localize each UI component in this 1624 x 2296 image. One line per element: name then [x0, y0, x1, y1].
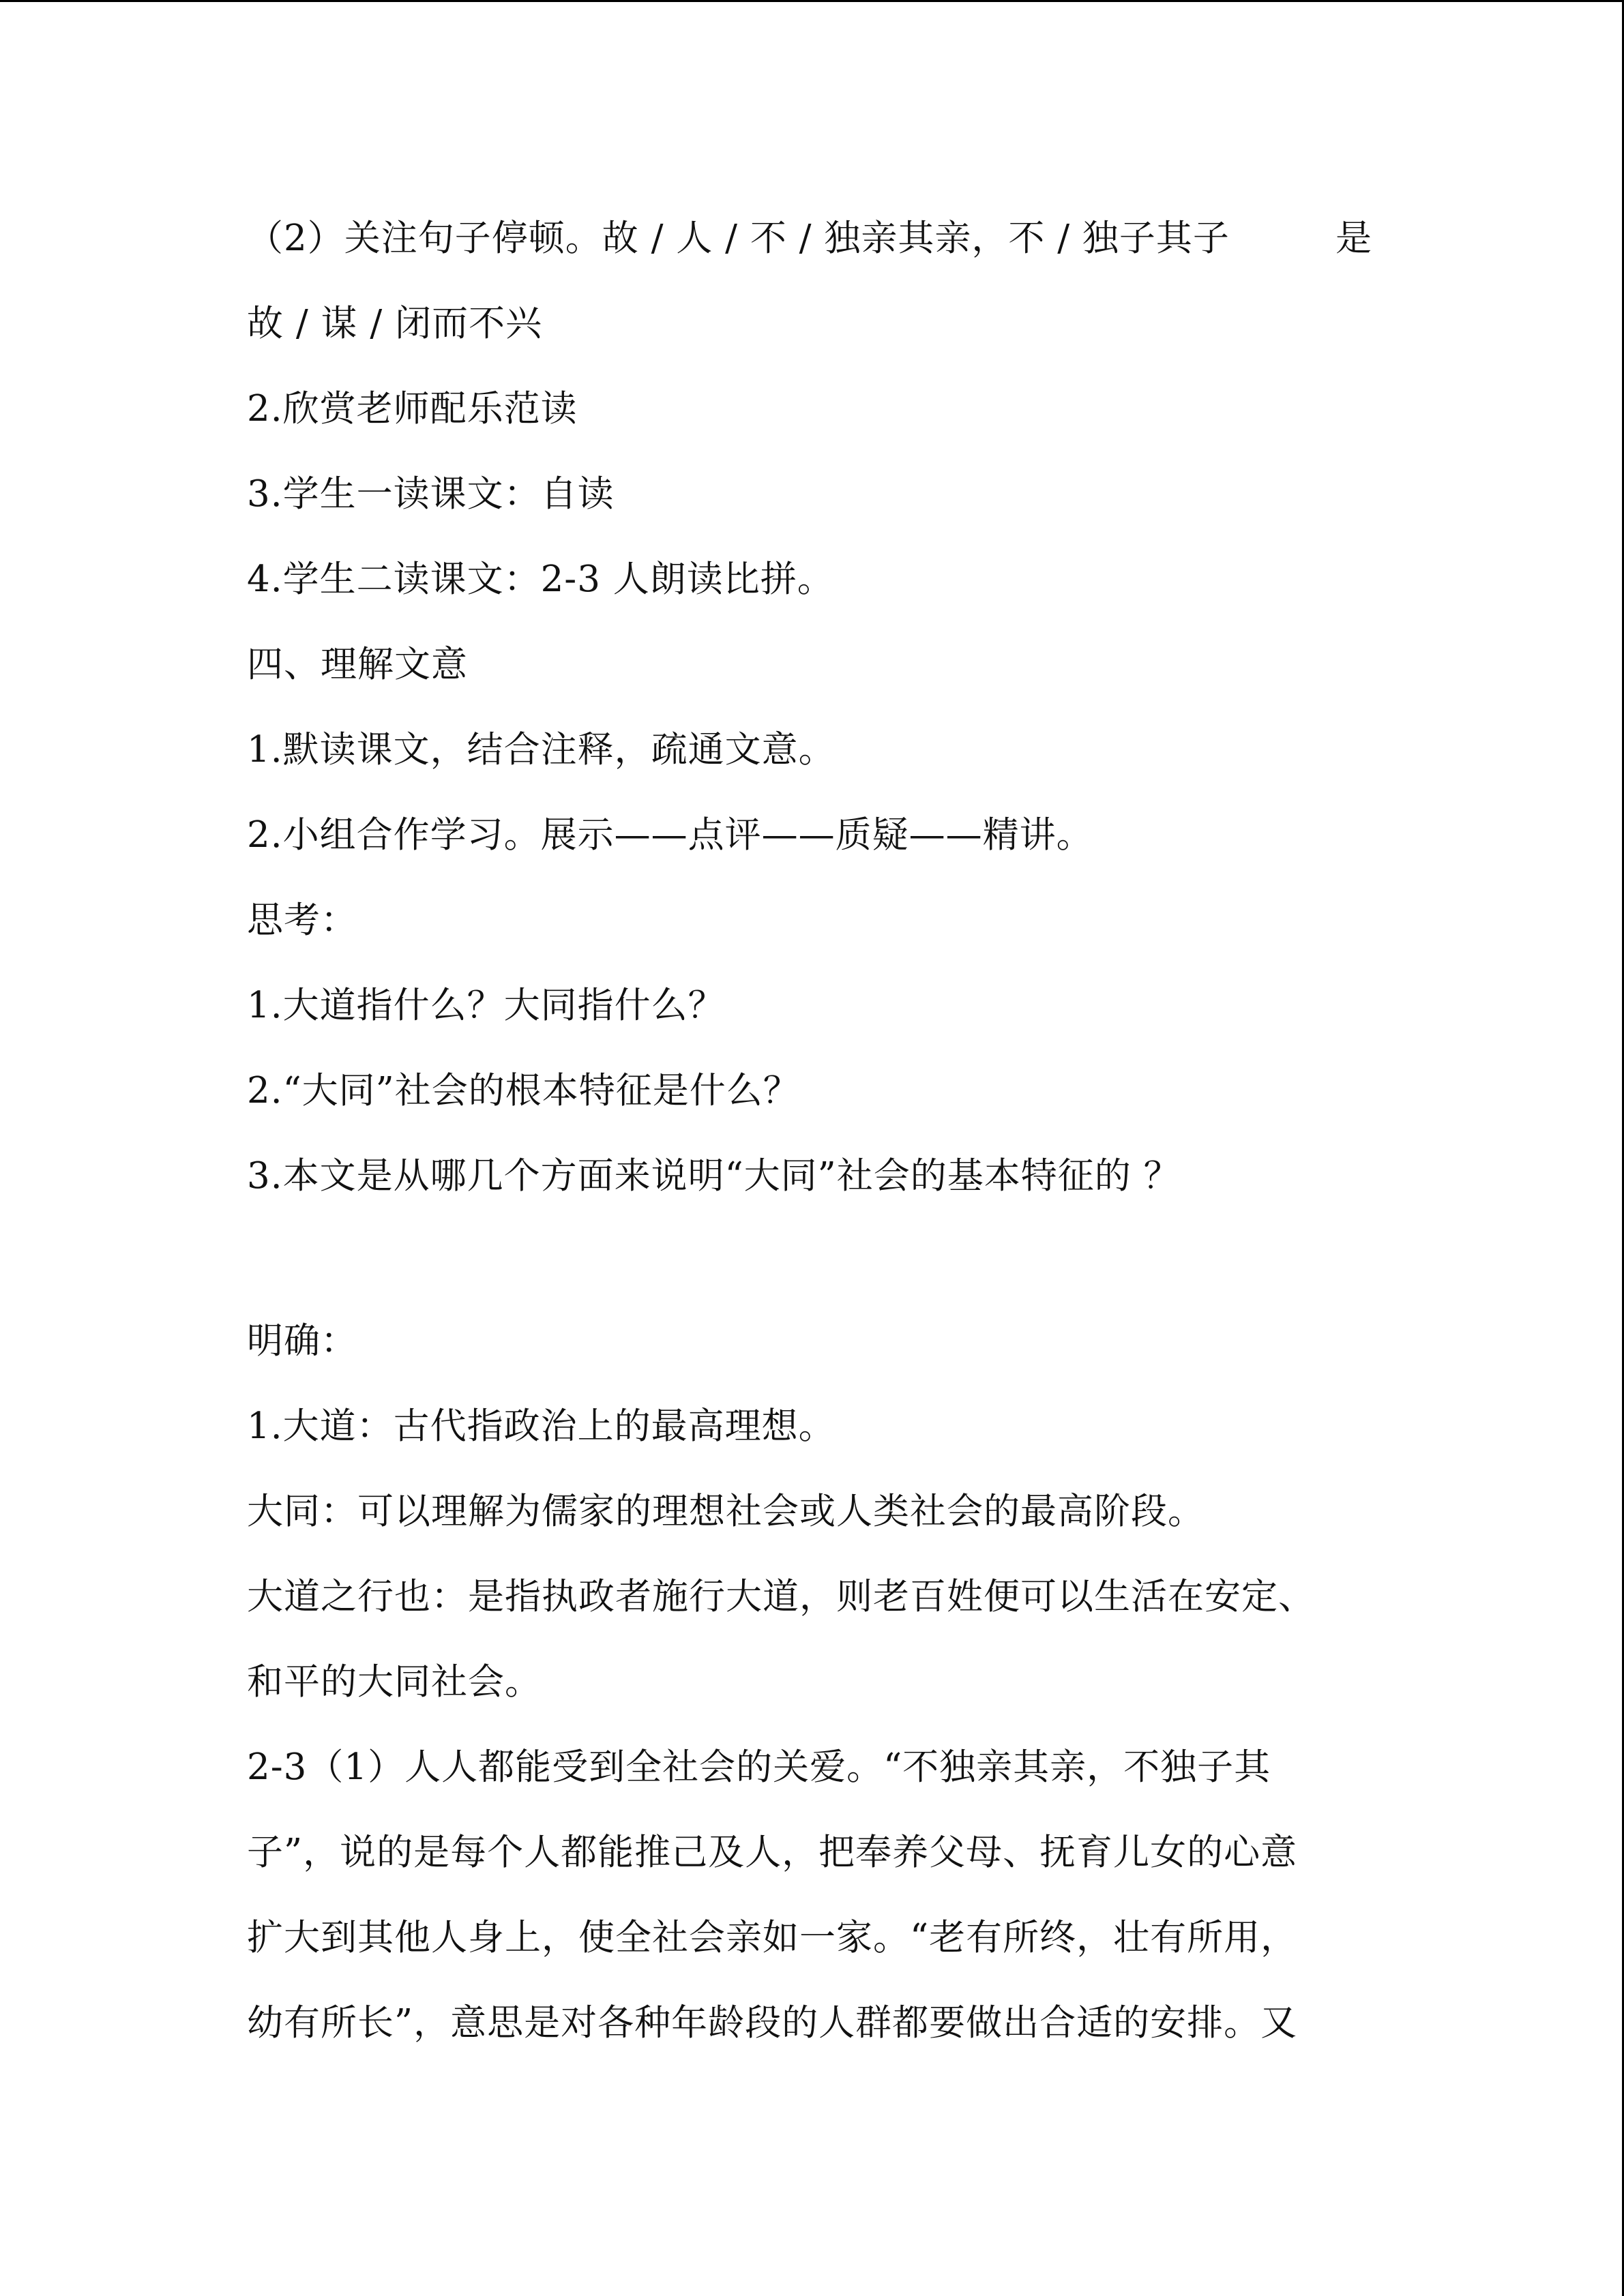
question-1: 1.大道指什么？大同指什么？	[247, 985, 725, 1026]
answer-line-2: 大同：可以理解为儒家的理想社会或人类社会的最高阶段。	[247, 1491, 1205, 1532]
question-2: 2.“大同”社会的根本特征是什么？	[247, 1070, 800, 1112]
answer-line-1: 1.大道：古代指政治上的最高理想。	[247, 1405, 836, 1447]
text-line-4: 3.学生一读课文：自读	[247, 473, 615, 515]
text-line-3: 2.欣赏老师配乐范读	[247, 388, 578, 430]
think-label: 思考：	[247, 899, 357, 941]
answer-line-7: 扩大到其他人身上，使全社会亲如一家。“老有所终，壮有所用，	[247, 1917, 1298, 1958]
answer-line-8: 幼有所长”，意思是对各种年龄段的人群都要做出合适的安排。又	[247, 2002, 1298, 2044]
answer-label: 明确：	[247, 1320, 357, 1362]
section-heading: 四、理解文意	[247, 644, 468, 685]
answer-line-3: 大道之行也：是指执政者施行大道，则老百姓便可以生活在安定、	[247, 1576, 1315, 1617]
text-line-2: 故 / 谋 / 闭而不兴	[247, 303, 543, 344]
question-3: 3.本文是从哪几个方面来说明“大同”社会的基本特征的 ？	[247, 1155, 1181, 1197]
answer-line-4: 和平的大同社会。	[247, 1661, 542, 1703]
text-line-7: 1.默读课文，结合注释，疏通文意。	[247, 729, 836, 771]
answer-line-5: 2-3（1）人人都能受到全社会的关爱。“不独亲其亲，不独子其	[247, 1746, 1271, 1788]
text-line-1: （2）关注句子停顿。故 / 人 / 不 / 独亲其亲，不 / 独子其子	[247, 218, 1230, 259]
text-line-1-tail: 是	[1335, 218, 1372, 259]
text-line-5: 4.学生二读课文：2-3 人朗读比拼。	[247, 558, 834, 600]
text-line-8: 2.小组合作学习。展示——点评——质疑——精讲。	[247, 814, 1093, 856]
answer-line-6: 子”，说的是每个人都能推己及人，把奉养父母、抚育儿女的心意	[247, 1832, 1298, 1873]
